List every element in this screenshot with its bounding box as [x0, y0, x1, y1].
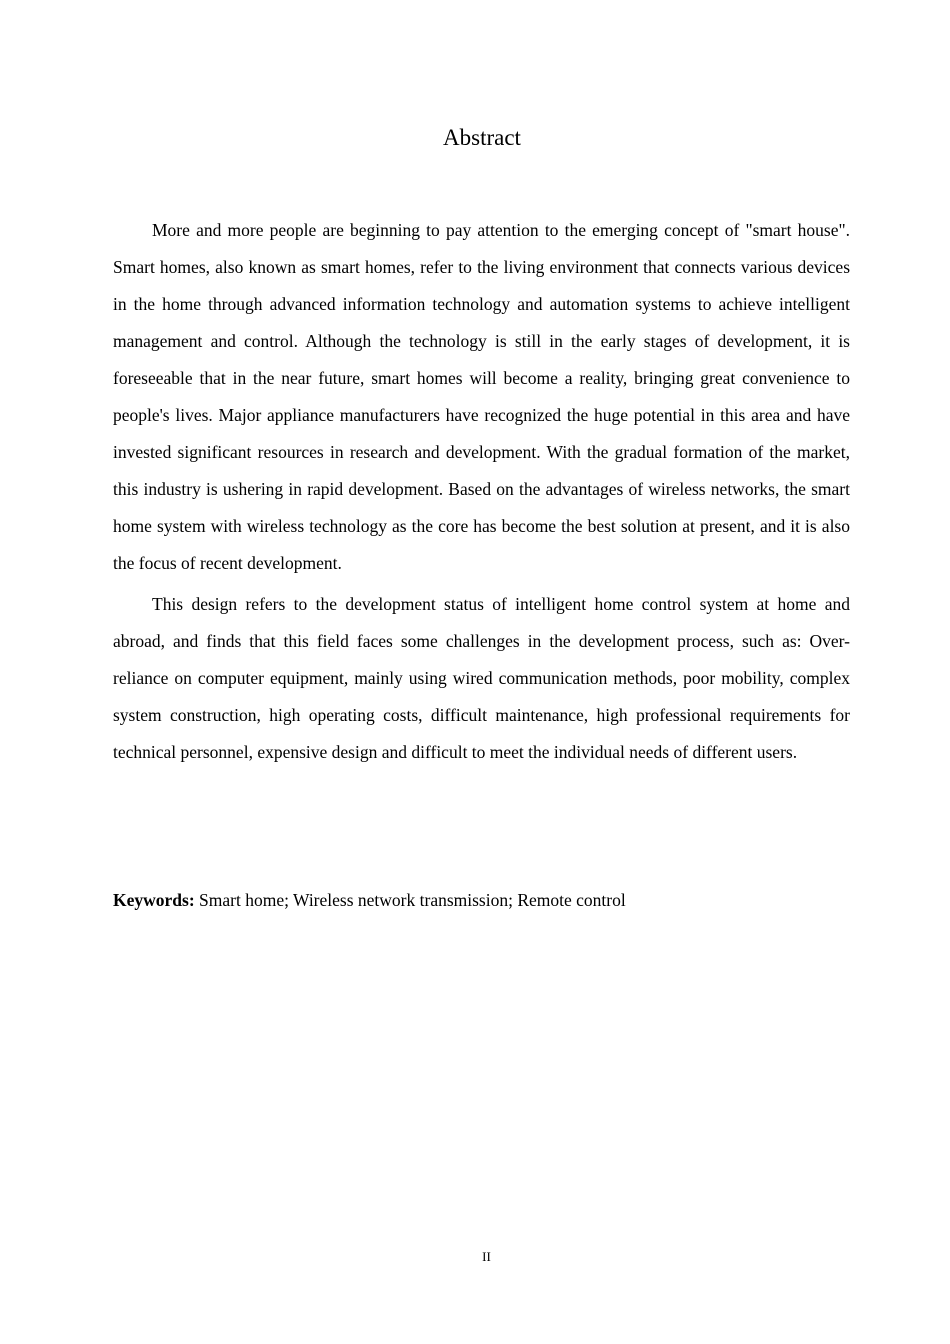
abstract-paragraph-2: This design refers to the development status of intelligent home control system at home and abroad, and finds that this field faces some challenges in the development process, such as: Over-reliance on computer equipment, mainly using wired communication methods, poor mobility, complex system construction, high operating costs, difficult maintenance, high professional requirements for technical personnel, expensive design and difficult to meet the individual needs of different users. — [113, 594, 850, 762]
page-number: II — [482, 1249, 491, 1264]
keywords-line — [113, 883, 850, 918]
abstract-paragraph-1: More and more people are beginning to pay attention to the emerging concept of "smart house". Smart homes, also known as smart homes, refer to the living environment that connects various devices in the home through advanced information technology and automation systems to achieve intelligent management and control. Although the technology is still in the early stages of development, it is foreseeable that in the near future, smart homes will become a reality, bringing great convenience to people's lives. Major appliance manufacturers have recognized the huge potential in this area and have invested significant resources in research and development. With the gradual formation of the market, this industry is ushering in rapid development. Based on the advantages of wireless networks, the smart home system with wireless technology as the core has become the best solution at present, and it is also the focus of recent development. — [113, 220, 850, 573]
abstract-body — [113, 212, 850, 771]
keywords-text: Smart home; Wireless network transmission; Remote control — [199, 890, 626, 910]
page-title: Abstract — [443, 125, 521, 150]
keywords-label: Keywords: — [113, 890, 195, 910]
